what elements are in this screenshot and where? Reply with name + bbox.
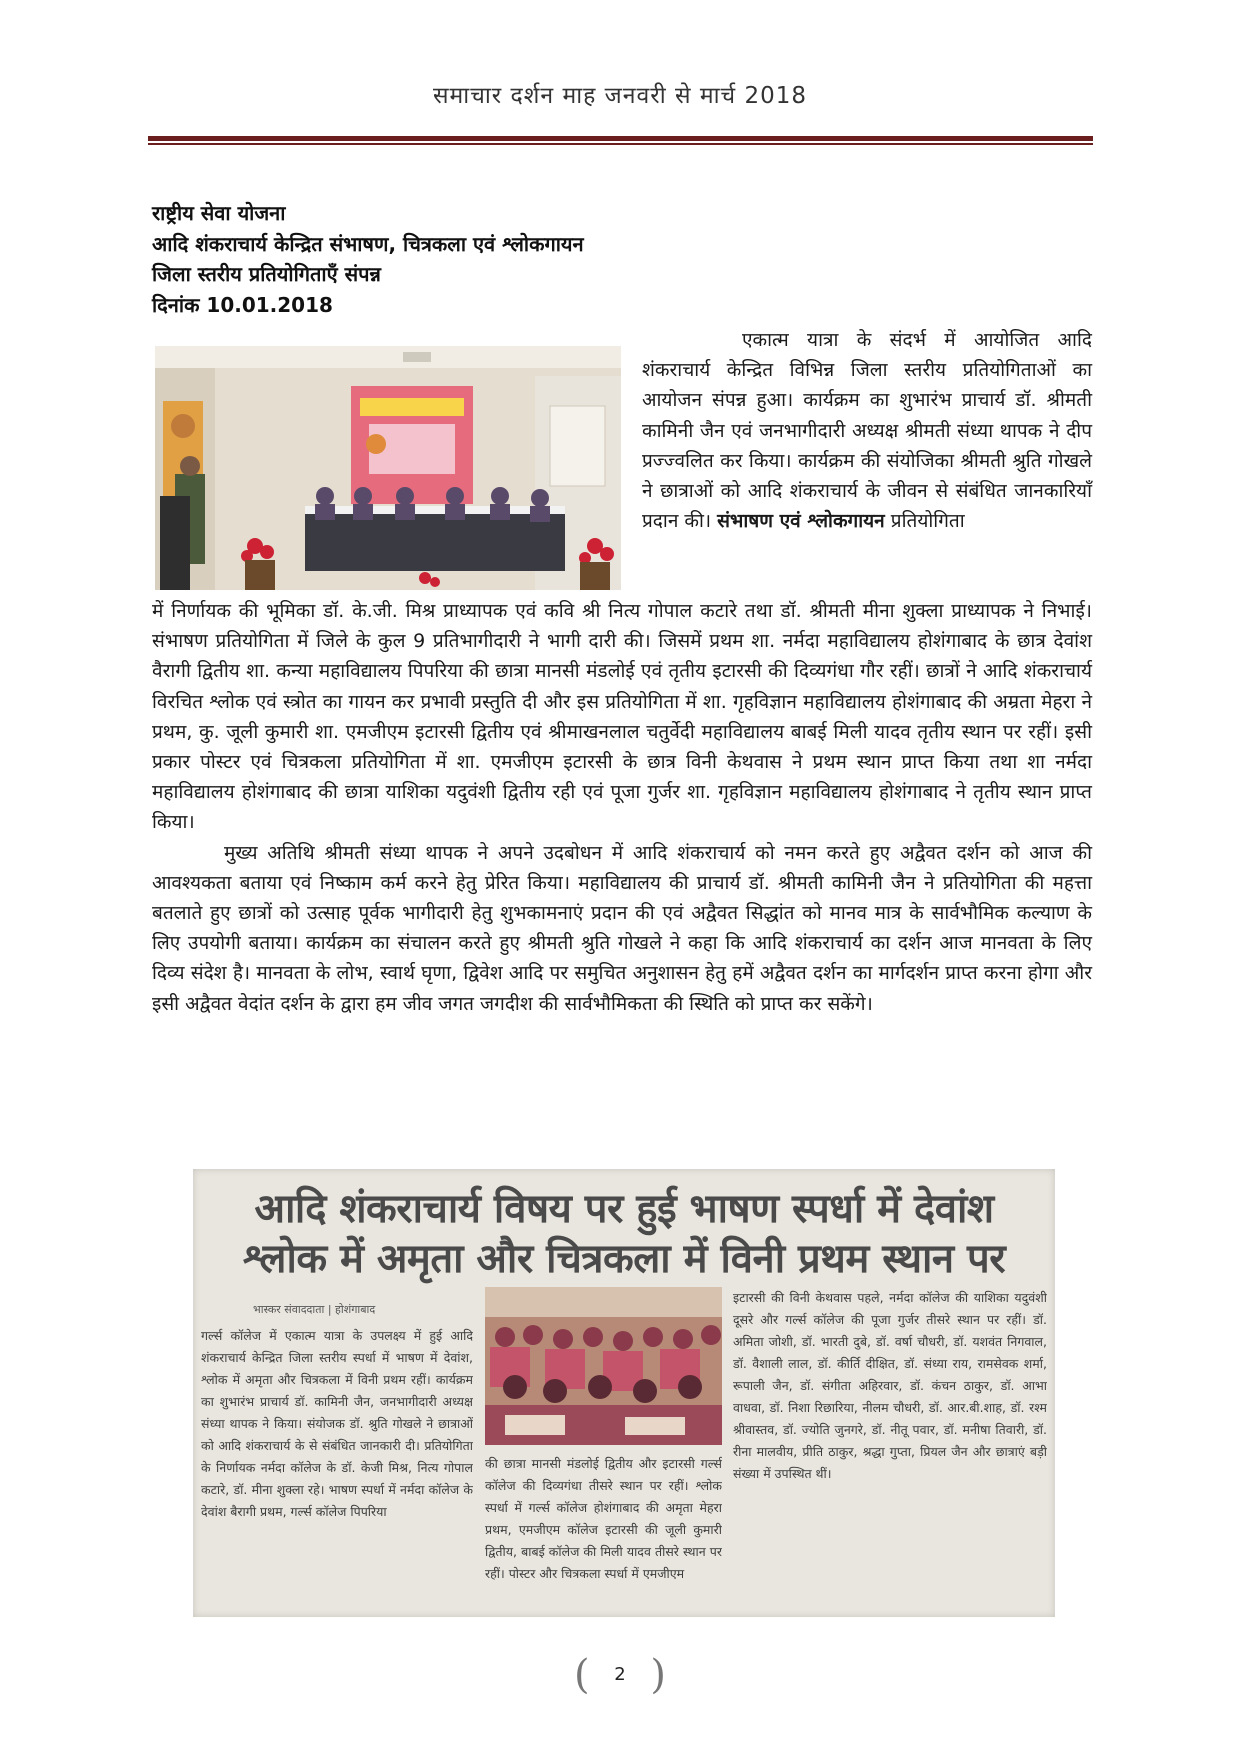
article-heading bbox=[152, 198, 872, 320]
article-body bbox=[152, 596, 1092, 1019]
clipping-headline-1: आदि शंकराचार्य विषय पर हुई भाषण स्पर्धा में देवांश bbox=[254, 1186, 994, 1232]
page-bracket-left: ( bbox=[574, 1652, 590, 1698]
clipping-headline-2: श्लोक में अमृता और चित्रकला में विनी प्रथम स्थान पर bbox=[242, 1236, 1006, 1282]
clipping-column-1: गर्ल्स कॉलेज में एकात्म यात्रा के उपलक्ष्य में हुई आदि शंकराचार्य केन्द्रित जिला स्तरीय स्पर्धा में भाषण में देवांश, श्लोक में अमृता और चित्रकला में विनी प्रथम रहीं। कार्यक्रम का शुभारंभ प्राचार्य डॉ. कामिनी जैन, जनभागीदारी अध्यक्ष संध्या थापक ने किया। संयोजक डॉ. श्रुति गोखले ने छात्राओं को आदि शंकराचार्य के से संबंधित जानकारी दी। प्रतियोगिता के निर्णायक नर्मदा कॉलेज के डॉ. केजी मिश्र, नित्य गोपाल कटारे, डॉ. मीना शुक्ला रहे। भाषण स्पर्धा में नर्मदा कॉलेज के देवांश बैरागी प्रथम, गर्ल्स कॉलेज पिपरिया bbox=[201, 1328, 473, 1519]
header-rule bbox=[148, 136, 1093, 141]
intro-text-tail: प्रतियोगिता bbox=[890, 510, 965, 533]
intro-text-body: एकात्म यात्रा के संदर्भ में आयोजित आदि शंकराचार्य केन्द्रित विभिन्न जिला स्तरीय प्रतियोगिताओं का आयोजन संपन्न हुआ। कार्यक्रम का शुभारंभ प्राचार्य डॉ. श्रीमती कामिनी जैन एवं जनभागीदारी अध्यक्ष श्रीमती संध्या थापक ने दीप प्रज्ज्वलित कर किया। कार्यक्रम की संयोजिका श्रीमती श्रुति गोखले ने छात्राओं को आदि शंकराचार्य के जीवन से संबंधित जानकारियाँ प्रदान की। bbox=[642, 329, 1092, 533]
paragraph-1: में निर्णायक की भूमिका डॉ. के.जी. मिश्र प्राध्यापक एवं कवि श्री नित्य गोपाल कटारे तथा डॉ. श्रीमती मीना शुक्ला प्राध्यापक ने निभाई। संभाषण प्रतियोगिता में जिले के कुल 9 प्रतिभागीदारी ने भागी दारी की। जिसमें प्रथम शा. नर्मदा महाविद्यालय होशंगाबाद के छात्र देवांश वैरागी द्वितीय शा. कन्या महाविद्यालय पिपरिया की छात्रा मानसी मंडलोई एवं तृतीय इटारसी की दिव्यगंधा गौर रहीं। छात्रों ने आदि शंकराचार्य विरचित श्लोक एवं स्त्रोत का गायन कर प्रभावी प्रस्तुति दी और इस प्रतियोगिता में शा. गृहविज्ञान महाविद्यालय होशंगाबाद की अम्रता मेहरा ने प्रथम, कु. जूली कुमारी शा. एमजीएम इटारसी द्वितीय एवं श्रीमाखनलाल चतुर्वेदी महाविद्यालय बाबई मिली यादव तृतीय स्थान पर रहीं। इसी प्रकार पोस्टर एवं चित्रकला प्रतियोगिता में शा. एमजीएम इटारसी के छात्र विनी केथवास ने प्रथम स्थान प्राप्त किया तथा शा नर्मदा महाविद्यालय होशंगाबाद की छात्रा याशिका यदुवंशी द्वितीय रही एवं पूजा गुर्जर शा. गृहविज्ञान महाविद्यालय होशंगाबाद ने तृतीय स्थान प्राप्त किया। bbox=[152, 600, 1092, 834]
heading-line-1: राष्ट्रीय सेवा योजना bbox=[152, 201, 286, 225]
page-header-title: समाचार दर्शन माह जनवरी से मार्च 2018 bbox=[432, 83, 808, 109]
intro-text bbox=[642, 325, 1092, 536]
heading-line-2: आदि शंकराचार्य केन्द्रित संभाषण, चित्रकला एवं श्लोकगायन bbox=[152, 231, 584, 256]
paragraph-2-wrap bbox=[152, 838, 1092, 1019]
newspaper-clipping bbox=[193, 1169, 1055, 1617]
header-rule-thin bbox=[148, 143, 1093, 145]
page-number-value: 2 bbox=[614, 1664, 626, 1685]
clipping-photo bbox=[485, 1287, 722, 1445]
heading-date: दिनांक 10.01.2018 bbox=[152, 292, 333, 317]
clipping-column-2: की छात्रा मानसी मंडलोई द्वितीय और इटारसी गर्ल्स कॉलेज की दिव्यगंधा तीसरे स्थान पर रहीं। श्लोक स्पर्धा में गर्ल्स कॉलेज होशंगाबाद की अमृता मेहरा प्रथम, एमजीएम कॉलेज इटारसी की जूली कुमारी द्वितीय, बाबई कॉलेज की मिली यादव तीसरे स्थान पर रहीं। पोस्टर और चित्रकला स्पर्धा में एमजीएम bbox=[485, 1456, 722, 1581]
page-number bbox=[560, 1652, 680, 1700]
clipping-column-3: इटारसी की विनी केथवास पहले, नर्मदा कॉलेज की याशिका यदुवंशी दूसरे और गर्ल्स कॉलेज की पूजा गुर्जर तीसरे स्थान पर रहीं। डॉ. अमिता जोशी, डॉ. भारती दुबे, डॉ. वर्षा चौधरी, डॉ. यशवंत निगवाल, डॉ. वैशाली लाल, डॉ. कीर्ति दीक्षित, डॉ. संध्या राय, रामसेवक शर्मा, रूपाली जैन, डॉ. संगीता अहिरवार, डॉ. कंचन ठाकुर, डॉ. आभा वाधवा, डॉ. निशा रिछारिया, नीलम चौधरी, डॉ. आर.बी.शाह, डॉ. रश्म श्रीवास्तव, डॉ. ज्योति जुनगरे, डॉ. नीतू पवार, डॉ. मनीषा तिवारी, डॉ. रीना मालवीय, प्रीति ठाकुर, श्रद्धा गुप्ता, प्रियल जैन और छात्राएं बड़ी संख्या में उपस्थित थीं। bbox=[733, 1290, 1047, 1481]
event-photo bbox=[155, 346, 621, 590]
clipping-byline: भास्कर संवाददाता | होशंगाबाद bbox=[253, 1303, 376, 1316]
page-bracket-right: ) bbox=[650, 1652, 666, 1698]
paragraph-2: मुख्य अतिथि श्रीमती संध्या थापक ने अपने उदबोधन में आदि शंकराचार्य को नमन करते हुए अद्वैवत दर्शन को आज की आवश्यकता बताया एवं निष्काम कर्म करने हेतु प्रेरित किया। महाविद्यालय की प्राचार्य डॉ. श्रीमती कामिनी जैन ने प्रतियोगिता की महत्ता बतलाते हुए छात्रों को उत्साह पूर्वक भागीदारी हेतु शुभकामनाएं प्रदान की एवं अद्वैवत सिद्धांत को मानव मात्र के सार्वभौमिक कल्याण के लिए उपयोगी बताया। कार्यक्रम का संचालन करते हुए श्रीमती श्रुति गोखले ने कहा कि आदि शंकराचार्य का दर्शन आज मानवता के लिए दिव्य संदेश है। मानवता के लोभ, स्वार्थ घृणा, द्विवेश आदि पर समुचित अनुशासन हेतु हमें अद्वैवत दर्शन का मार्गदर्शन प्राप्त करना होगा और इसी अद्वैवत वेदांत दर्शन के द्वारा हम जीव जगत जगदीश की सार्वभौमिकता की स्थिति को प्राप्त कर सकेंगे। bbox=[152, 841, 1092, 1015]
heading-line-3: जिला स्तरीय प्रतियोगिताएँ संपन्न bbox=[152, 262, 381, 286]
intro-text-bold: संभाषण एवं श्लोकगायन bbox=[717, 510, 885, 533]
